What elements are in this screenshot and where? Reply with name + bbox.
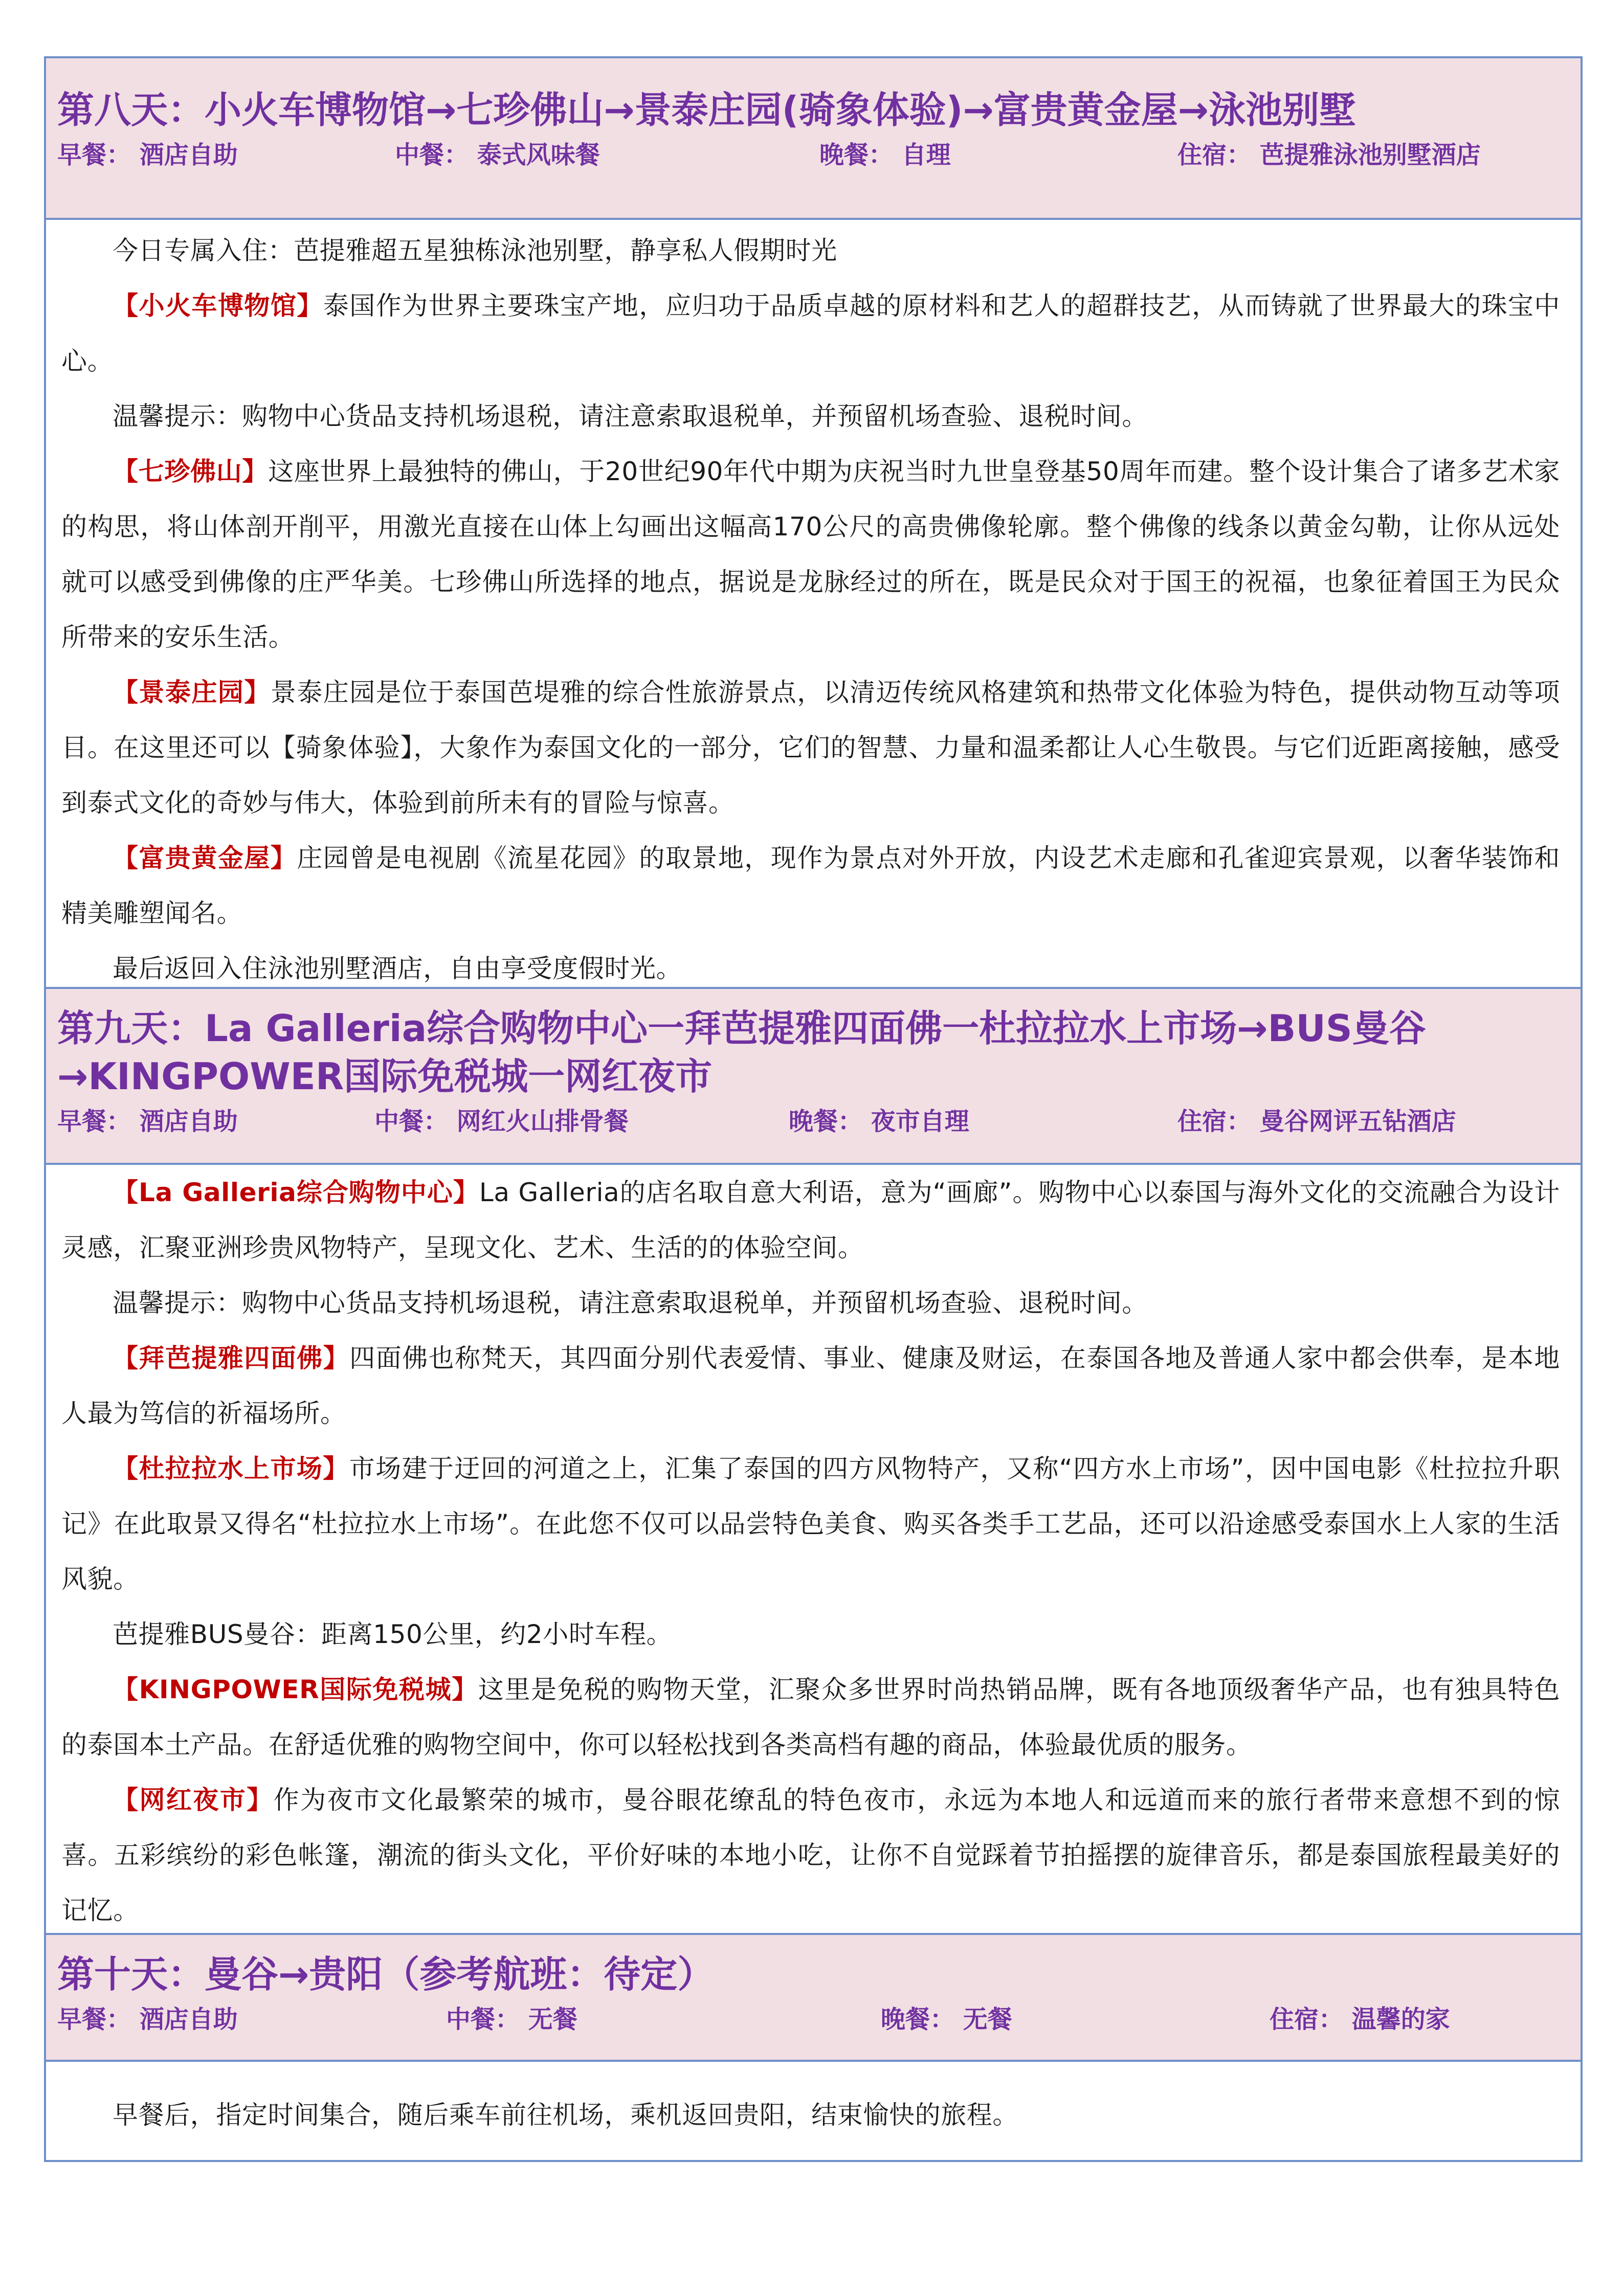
dinner-label: 晚餐： 夜市自理 bbox=[789, 1107, 969, 1136]
lunch-label: 中餐： 网红火山排骨餐 bbox=[374, 1107, 629, 1136]
paragraph bbox=[46, 389, 1581, 444]
dinner-label: 晚餐： 无餐 bbox=[881, 2005, 1012, 2034]
paragraph-text: 这里是免税的购物天堂，汇聚众多世界时尚热销品牌，既有各地顶级奢华产品，也有独具特色的泰国本土产品。在舒适优雅的购物空间中，你可以轻松找到各类高档有趣的商品，体验最优质的服务。 bbox=[61, 1675, 1560, 1760]
day-body bbox=[46, 1165, 1581, 1938]
paragraph-heading: 【小火车博物馆】 bbox=[113, 291, 323, 321]
paragraph-text: 芭提雅BUS曼谷：距离150公里，约2小时车程。 bbox=[113, 1619, 673, 1649]
day-body bbox=[46, 2062, 1581, 2143]
hotel-label: 住宿： 芭提雅泳池别墅酒店 bbox=[1177, 141, 1481, 169]
paragraph bbox=[46, 1607, 1581, 1662]
paragraph-heading: 【La Galleria综合购物中心】 bbox=[113, 1178, 479, 1207]
paragraph bbox=[46, 278, 1581, 389]
paragraph-text: 泰国作为世界主要珠宝产地，应归功于品质卓越的原材料和艺人的超群技艺，从而铸就了世界最大的珠宝中心。 bbox=[61, 291, 1560, 376]
day-header bbox=[46, 1933, 1581, 2062]
paragraph bbox=[46, 830, 1581, 941]
hotel-label: 住宿： 温馨的家 bbox=[1270, 2005, 1450, 2034]
day-title: 第八天：小火车博物馆→七珍佛山→景泰庄园(骑象体验)→富贵黄金屋→泳池别墅 bbox=[57, 88, 1356, 131]
paragraph bbox=[46, 1772, 1581, 1938]
paragraph bbox=[46, 665, 1581, 830]
paragraph bbox=[46, 1275, 1581, 1331]
paragraph-heading: 【杜拉拉水上市场】 bbox=[113, 1454, 349, 1483]
paragraph-text: 四面佛也称梵天，其四面分别代表爱情、事业、健康及财运，在泰国各地及普通人家中都会供奉，是本地人最为笃信的祈福场所。 bbox=[61, 1343, 1560, 1428]
breakfast-label: 早餐： 酒店自助 bbox=[57, 141, 238, 169]
paragraph bbox=[46, 1165, 1581, 1275]
paragraph bbox=[46, 1441, 1581, 1607]
meal-row bbox=[46, 134, 1581, 177]
meal-row bbox=[46, 1998, 1581, 2041]
paragraph-text: 最后返回入住泳池别墅酒店，自由享受度假时光。 bbox=[113, 954, 682, 983]
paragraph-text: La Galleria的店名取自意大利语，意为“画廊”。购物中心以泰国与海外文化的交流融合为设计灵感，汇聚亚洲珍贵风物特产，呈现文化、艺术、生活的的体验空间。 bbox=[61, 1178, 1560, 1263]
day-title: 第十天：曼谷→贵阳（参考航班：待定） bbox=[57, 1953, 715, 1996]
paragraph-text: 早餐后，指定时间集合，随后乘车前往机场，乘机返回贵阳，结束愉快的旅程。 bbox=[113, 2100, 1018, 2130]
paragraph-text: 这座世界上最独特的佛山，于20世纪90年代中期为庆祝当时九世皇登基50周年而建。整个设计集合了诸多艺术家的构思，将山体剖开削平，用激光直接在山体上勾画出这幅高170公尺的高贵佛像轮廓。整个佛像的线条以黄金勾勒，让你从远处就可以感受到佛像的庄严华美。七珍佛山所选择的地点，据说是龙脉经过的所在，既是民众对于国王的祝福，也象征着国王为民众所带来的安乐生活。 bbox=[61, 457, 1560, 652]
paragraph-text: 温馨提示：购物中心货品支持机场退税，请注意索取退税单，并预留机场查验、退税时间。 bbox=[113, 401, 1148, 431]
day-title: 第九天：La Galleria综合购物中心一拜芭提雅四面佛一杜拉拉水上市场→BUS曼谷→KINGPOWER国际免税城一网红夜市 bbox=[57, 1007, 1426, 1098]
paragraph-heading: 【拜芭提雅四面佛】 bbox=[113, 1343, 350, 1373]
day-body bbox=[46, 220, 1581, 996]
day-header bbox=[46, 987, 1581, 1165]
day-header bbox=[46, 58, 1581, 220]
paragraph bbox=[46, 444, 1581, 665]
day-9-section bbox=[46, 987, 1581, 1938]
paragraph-text: 市场建于迂回的河道之上，汇集了泰国的四方风物特产，又称“四方水上市场”，因中国电影《杜拉拉升职记》在此取景又得名“杜拉拉水上市场”。在此您不仅可以品尝特色美食、购买各类手工艺品，还可以沿途感受泰国水上人家的生活风貌。 bbox=[61, 1454, 1560, 1594]
paragraph-heading: 【网红夜市】 bbox=[113, 1785, 274, 1815]
dinner-label: 晚餐： 自理 bbox=[819, 141, 951, 169]
paragraph bbox=[46, 223, 1581, 278]
breakfast-label: 早餐： 酒店自助 bbox=[57, 2005, 238, 2034]
lunch-label: 中餐： 泰式风味餐 bbox=[395, 141, 600, 169]
paragraph-heading: 【七珍佛山】 bbox=[113, 457, 269, 486]
breakfast-label: 早餐： 酒店自助 bbox=[57, 1107, 238, 1136]
paragraph-text: 作为夜市文化最繁荣的城市，曼谷眼花缭乱的特色夜市，永远为本地人和远道而来的旅行者带来意想不到的惊喜。五彩缤纷的彩色帐篷，潮流的街头文化，平价好味的本地小吃，让你不自觉踩着节拍摇摆的旋律音乐，都是泰国旅程最美好的记忆。 bbox=[61, 1785, 1560, 1925]
paragraph-heading: 【景泰庄园】 bbox=[113, 678, 271, 707]
paragraph-heading: 【KINGPOWER国际免税城】 bbox=[113, 1675, 478, 1704]
paragraph-text: 景泰庄园是位于泰国芭堤雅的综合性旅游景点，以清迈传统风格建筑和热带文化体验为特色，提供动物互动等项目。在这里还可以【骑象体验】，大象作为泰国文化的一部分，它们的智慧、力量和温柔都让人心生敬畏。与它们近距离接触，感受到泰式文化的奇妙与伟大，体验到前所未有的冒险与惊喜。 bbox=[61, 678, 1560, 818]
paragraph bbox=[46, 2087, 1581, 2143]
paragraph-text: 今日专属入住：芭提雅超五星独栋泳池别墅，静享私人假期时光 bbox=[113, 236, 837, 265]
paragraph bbox=[46, 1662, 1581, 1772]
itinerary-frame bbox=[44, 56, 1583, 2162]
lunch-label: 中餐： 无餐 bbox=[446, 2005, 577, 2034]
paragraph bbox=[46, 1331, 1581, 1441]
day-8-section bbox=[46, 58, 1581, 996]
day-10-section bbox=[46, 1933, 1581, 2143]
paragraph-heading: 【富贵黄金屋】 bbox=[113, 843, 297, 873]
hotel-label: 住宿： 曼谷网评五钻酒店 bbox=[1177, 1107, 1456, 1136]
paragraph-text: 庄园曾是电视剧《流星花园》的取景地，现作为景点对外开放，内设艺术走廊和孔雀迎宾景观，以奢华装饰和精美雕塑闻名。 bbox=[61, 843, 1560, 928]
meal-row bbox=[46, 1100, 1581, 1143]
paragraph-text: 温馨提示：购物中心货品支持机场退税，请注意索取退税单，并预留机场查验、退税时间。 bbox=[113, 1288, 1148, 1318]
